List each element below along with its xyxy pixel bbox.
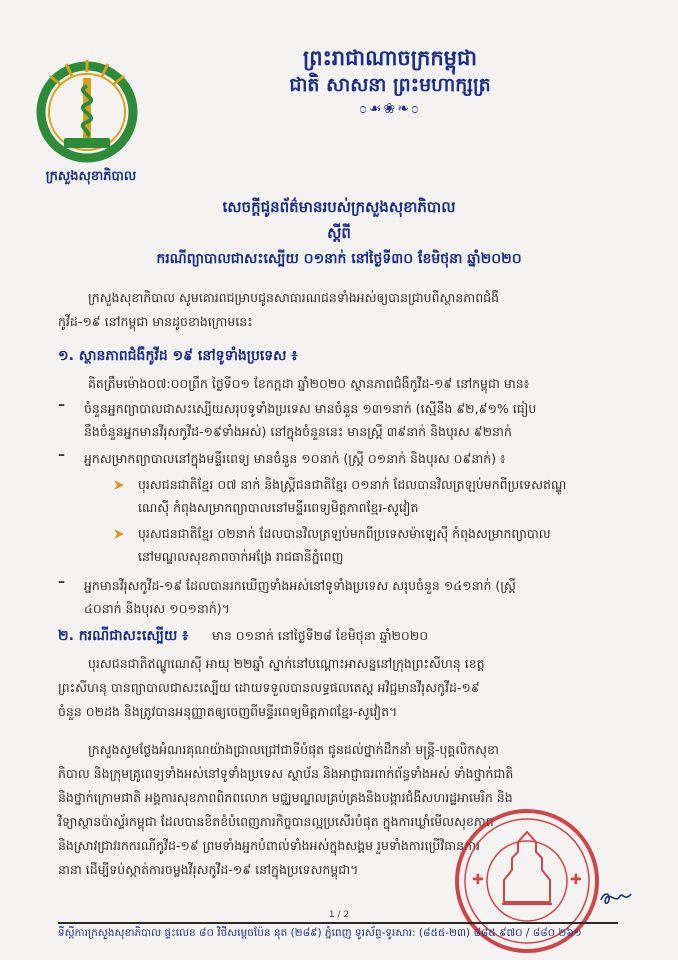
document-title — [110, 194, 568, 272]
thanks-line-6: នានា ដើម្បីទប់ស្កាត់ការចម្លងវីរុសកូវីដ-១៩ នៅក្នុងប្រទេសកម្ពុជា។ — [58, 862, 359, 877]
item-2: អ្នកសម្រាកព្យាបាលនៅក្នុងមន្ទីរពេទ្យ មានចំនួន ១០នាក់ (ស្ត្រី ០១នាក់ និងបុរស ០៩នាក់) ៖ — [84, 451, 506, 466]
page-number: 1 / 2 — [328, 910, 350, 920]
footer-address: ទីស្តីការក្រសួងសុខាភិបាល ផ្ទះលេខ ៨០ វិថីសម្តេចប៉ែន នុត (២៨៩) ភ្នំពេញ ទូរស័ព្ទ-ទូរសារ: (៨៥៥-២៣) ៨៨៥ ៩៧០ / ៨៨០ ២៦១ — [58, 927, 582, 939]
motto-nation-religion-king: ជាតិ សាសនា ព្រះមហាក្សត្រ — [289, 74, 491, 96]
item-3-line-1: អ្នកមានវីរុសកូវីដ-១៩ ដែលបានរកឃើញទាំងអស់នៅទូទាំងប្រទេស សរុបចំនួន ១៤១នាក់ (ស្ត្រី — [84, 578, 516, 593]
thanks-line-3: និងថ្នាក់ក្រោមជាតិ អង្គការសុខភាពពិភពលោក មជ្ឈមណ្ឌលគ្រប់គ្រងនិងបង្ការជំងឺសហរដ្ឋអាមេរិក និង — [58, 790, 513, 805]
arrow-bullet-icon — [112, 478, 126, 492]
section-2-line-3: ចំនួន ០២ដង និងត្រូវបានអនុញ្ញាតឲ្យចេញពីមន្ទីរពេទ្យមិត្តភាពខ្មែរ-សូវៀត។ — [58, 704, 398, 719]
motto-kingdom: ព្រះរាជាណាចក្រកម្ពុជា — [302, 46, 477, 70]
item-3-line-2: ៤០នាក់ និងបុរស ១០១នាក់)។ — [84, 601, 230, 616]
thanks-line-4: វិទ្យាស្ថានប៉ាស្ទ័រកម្ពុជា ដែលបានខិតខំបំពេញភារកិច្ចបានល្អប្រសើរបំផុត ក្នុងការឃ្លាំមើលសុខភាព — [58, 814, 494, 829]
sub-item-1-line-2: ណេស៊ី កំពុងសម្រាកព្យាបាលនៅមន្ទីរពេទ្យមិត្តភាពខ្មែរ-សូវៀត — [138, 500, 419, 515]
thanks-line-1: ក្រសួងសូមថ្លែងអំណរគុណយ៉ាងជ្រាលជ្រៅជាទីបំផុត ជូនដល់ថ្នាក់ដឹកនាំ មន្ត្រី-បុគ្គលិកសុខា — [88, 742, 499, 757]
arrow-bullet-icon — [112, 527, 126, 541]
section-2-line-1: បុរសជនជាតិឥណ្ឌូណេស៊ី អាយុ ២២ឆ្នាំ ស្នាក់នៅបណ្តោះអាសន្ននៅក្រុងព្រះសីហនុ ខេត្ត — [88, 656, 485, 671]
motto-ornament: ೦☙❀❧೦ — [359, 101, 421, 117]
section-1-heading: ១. ស្ថានភាពជំងឺកូវីដ ១៩ នៅទូទាំងប្រទេស ៖ — [58, 348, 298, 364]
sub-item-1-line-1: បុរសជនជាតិខ្មែរ ០៧ នាក់ និងស្ត្រីជនជាតិខ្មែរ ០១នាក់ ដែលបានវិលត្រឡប់មកពីប្រទេសឥណ្ឌូ — [138, 477, 567, 492]
sub-item-2-line-2: នៅមណ្ឌលសុខភាពចាក់អង្រែ រាជធានីភ្នំពេញ — [138, 549, 344, 564]
dash-bullet: – — [58, 574, 65, 590]
section-2-heading-detail: មាន ០១នាក់ នៅថ្ងៃទី២៨ ខែមិថុនា ឆ្នាំ២០២០ — [212, 628, 429, 643]
section-2-heading: ២. ករណីជាសះស្បើយ ៖ — [58, 628, 189, 644]
thanks-line-2: ភិបាល និងក្រុមគ្រូពេទ្យទាំងអស់នៅទូទាំងប្រទេស ស្ថាប័ន និងអាជ្ញាធរពាក់ព័ន្ធទាំងអស់ ទាំងថ្នាក់ជាតិ — [58, 766, 514, 781]
svg-text:✚: ✚ — [570, 872, 582, 888]
national-motto — [230, 44, 550, 120]
title-line-2: ស្តីពី — [327, 224, 351, 242]
ministry-caption: ក្រសួងសុខាភិបាល — [45, 169, 137, 184]
title-line-1: សេចក្តីជូនព័ត៌មានរបស់ក្រសួងសុខាភិបាល — [222, 198, 456, 216]
footer-divider — [58, 922, 618, 924]
section-1-as-of: គិតត្រឹមម៉ោង០៧:០០ព្រឹក ថ្ងៃទី០១ ខែកក្កដា ឆ្នាំ២០២០ ស្ថានភាពជំងឺកូវីដ-១៩ នៅកម្ពុជា មាន៖ — [88, 376, 530, 391]
section-2-line-2: ព្រះសីហនុ បានព្យាបាលជាសះស្បើយ ដោយទទួលបានលទ្ធផលតេស្ត អវិជ្ជមានវីរុសកូវីដ-១៩ — [58, 680, 480, 695]
svg-text:✚: ✚ — [472, 872, 484, 888]
item-1-line-2: នឹងចំនួនអ្នកមានវីរុសកូវីដ-១៩ទាំងអស់) នៅក្នុងចំនួននេះ មានស្ត្រី ៣៩នាក់ និងបុរស ៩២នាក់ — [84, 424, 512, 439]
handwritten-signature-icon — [598, 888, 634, 908]
item-1-line-1: ចំនួនអ្នកព្យាបាលជាសះស្បើយសរុបទូទាំងប្រទេស មានចំនួន ១៣១នាក់ (ស្មើនឹង ៩២,៩១% ធៀប — [84, 401, 537, 416]
ministry-of-health-emblem-icon — [28, 52, 146, 164]
sub-item-2-line-1: បុរសជនជាតិខ្មែរ ០២នាក់ ដែលបានវិលត្រឡប់មកពីប្រទេសម៉ាឡេស៊ី កំពុងសម្រាកព្យាបាល — [138, 526, 551, 541]
intro-line-2: កូវីដ-១៩ នៅកម្ពុជា មានដូចខាងក្រោមនេះ — [58, 314, 253, 329]
dash-bullet: – — [58, 447, 65, 463]
title-line-3: ករណីព្យាបាលជាសះស្បើយ ០១នាក់ នៅថ្ងៃទី៣០ ខែមិថុនា ឆ្នាំ២០២០ — [156, 251, 522, 267]
thanks-line-5: និងស្រាវជ្រាវរកករណីកូវីដ-១៩ ព្រមទាំងអ្នកបំពាល់ទាំងអស់ក្នុងសង្គម រួមទាំងការប្រើវិធានការ — [58, 838, 480, 853]
intro-line-1: ក្រសួងសុខាភិបាល សូមគោរពជម្រាបជូនសាធារណជនទាំងអស់ឲ្យបានជ្រាបពីស្ថានភាពជំងឺ — [88, 290, 500, 305]
dash-bullet: – — [58, 397, 65, 413]
